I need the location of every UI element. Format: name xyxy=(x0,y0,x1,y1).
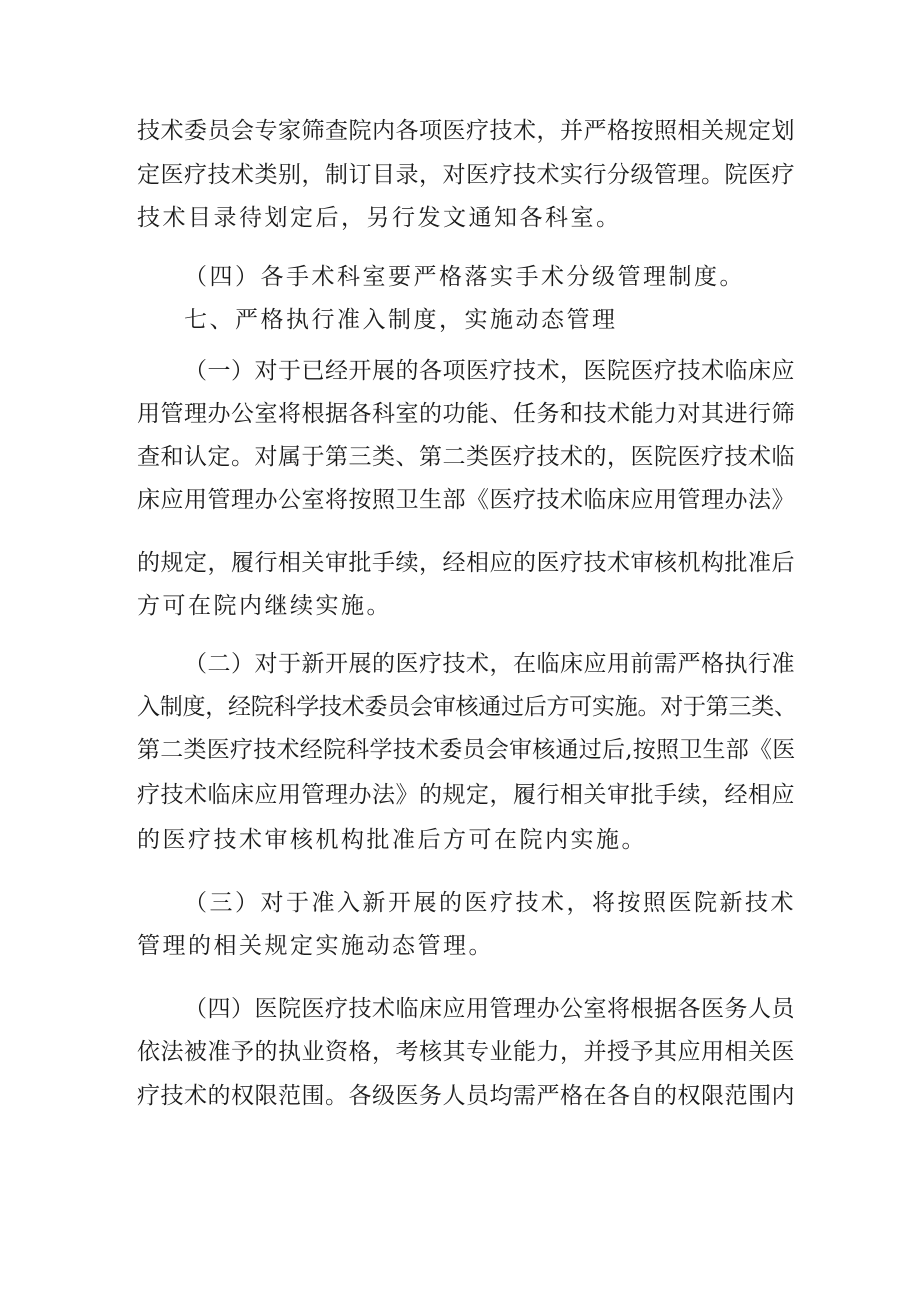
para-2-line-5: 的医疗技术审核机构批准后方可在院内实施。 xyxy=(137,827,647,853)
para-1-line-5: 的规定，履行相关审批手续，经相应的医疗技术审核机构批准后 xyxy=(137,550,795,576)
para-2-line-1: （二）对于新开展的医疗技术，在临床应用前需严格执行准 xyxy=(184,651,795,677)
para-1-line-2: 用管理办公室将根据各科室的功能、任务和技术能力对其进行筛 xyxy=(137,401,795,427)
para-4-line-3: 疗技术的权限范围。各级医务人员均需严格在各自的权限范围内 xyxy=(137,1083,795,1109)
para-3-line-1: （三）对于准入新开展的医疗技术，将按照医院新技术 xyxy=(184,890,796,916)
para-1-line-1: （一）对于已经开展的各项医疗技术，医院医疗技术临床应 xyxy=(184,358,795,384)
body-line-3: 技术目录待划定后，另行发文通知各科室。 xyxy=(137,205,622,231)
para-4-line-2: 依法被准予的执业资格，考核其专业能力，并授予其应用相关医 xyxy=(137,1039,795,1065)
para-2-line-3: 第二类医疗技术经院科学技术委员会审核通过后,按照卫生部《医 xyxy=(137,737,796,763)
para-2-line-4: 疗技术临床应用管理办法》的规定，履行相关审批手续，经相应 xyxy=(137,782,795,808)
para-1-line-3: 查和认定。对属于第三类、第二类医疗技术的，医院医疗技术临 xyxy=(137,444,795,470)
para-2-line-2: 入制度，经院科学技术委员会审核通过后方可实施。对于第三类、 xyxy=(137,694,797,720)
body-line-1: 技术委员会专家筛查院内各项医疗技术，并严格按照相关规定划 xyxy=(137,118,795,144)
para-1-line-4: 床应用管理办公室将按照卫生部《医疗技术临床应用管理办法》 xyxy=(137,487,795,513)
body-line-2: 定医疗技术类别，制订目录，对医疗技术实行分级管理。院医疗 xyxy=(137,162,795,188)
para-4-line-1: （四）医院医疗技术临床应用管理办公室将根据各医务人员 xyxy=(184,996,795,1022)
section-heading-7: 七、严格执行准入制度，实施动态管理 xyxy=(184,307,618,333)
para-3-line-2: 管理的相关规定实施动态管理。 xyxy=(137,933,494,959)
paragraph-4-line: （四）各手术科室要严格落实手术分级管理制度。 xyxy=(184,264,745,290)
para-1-line-6: 方可在院内继续实施。 xyxy=(137,593,392,619)
